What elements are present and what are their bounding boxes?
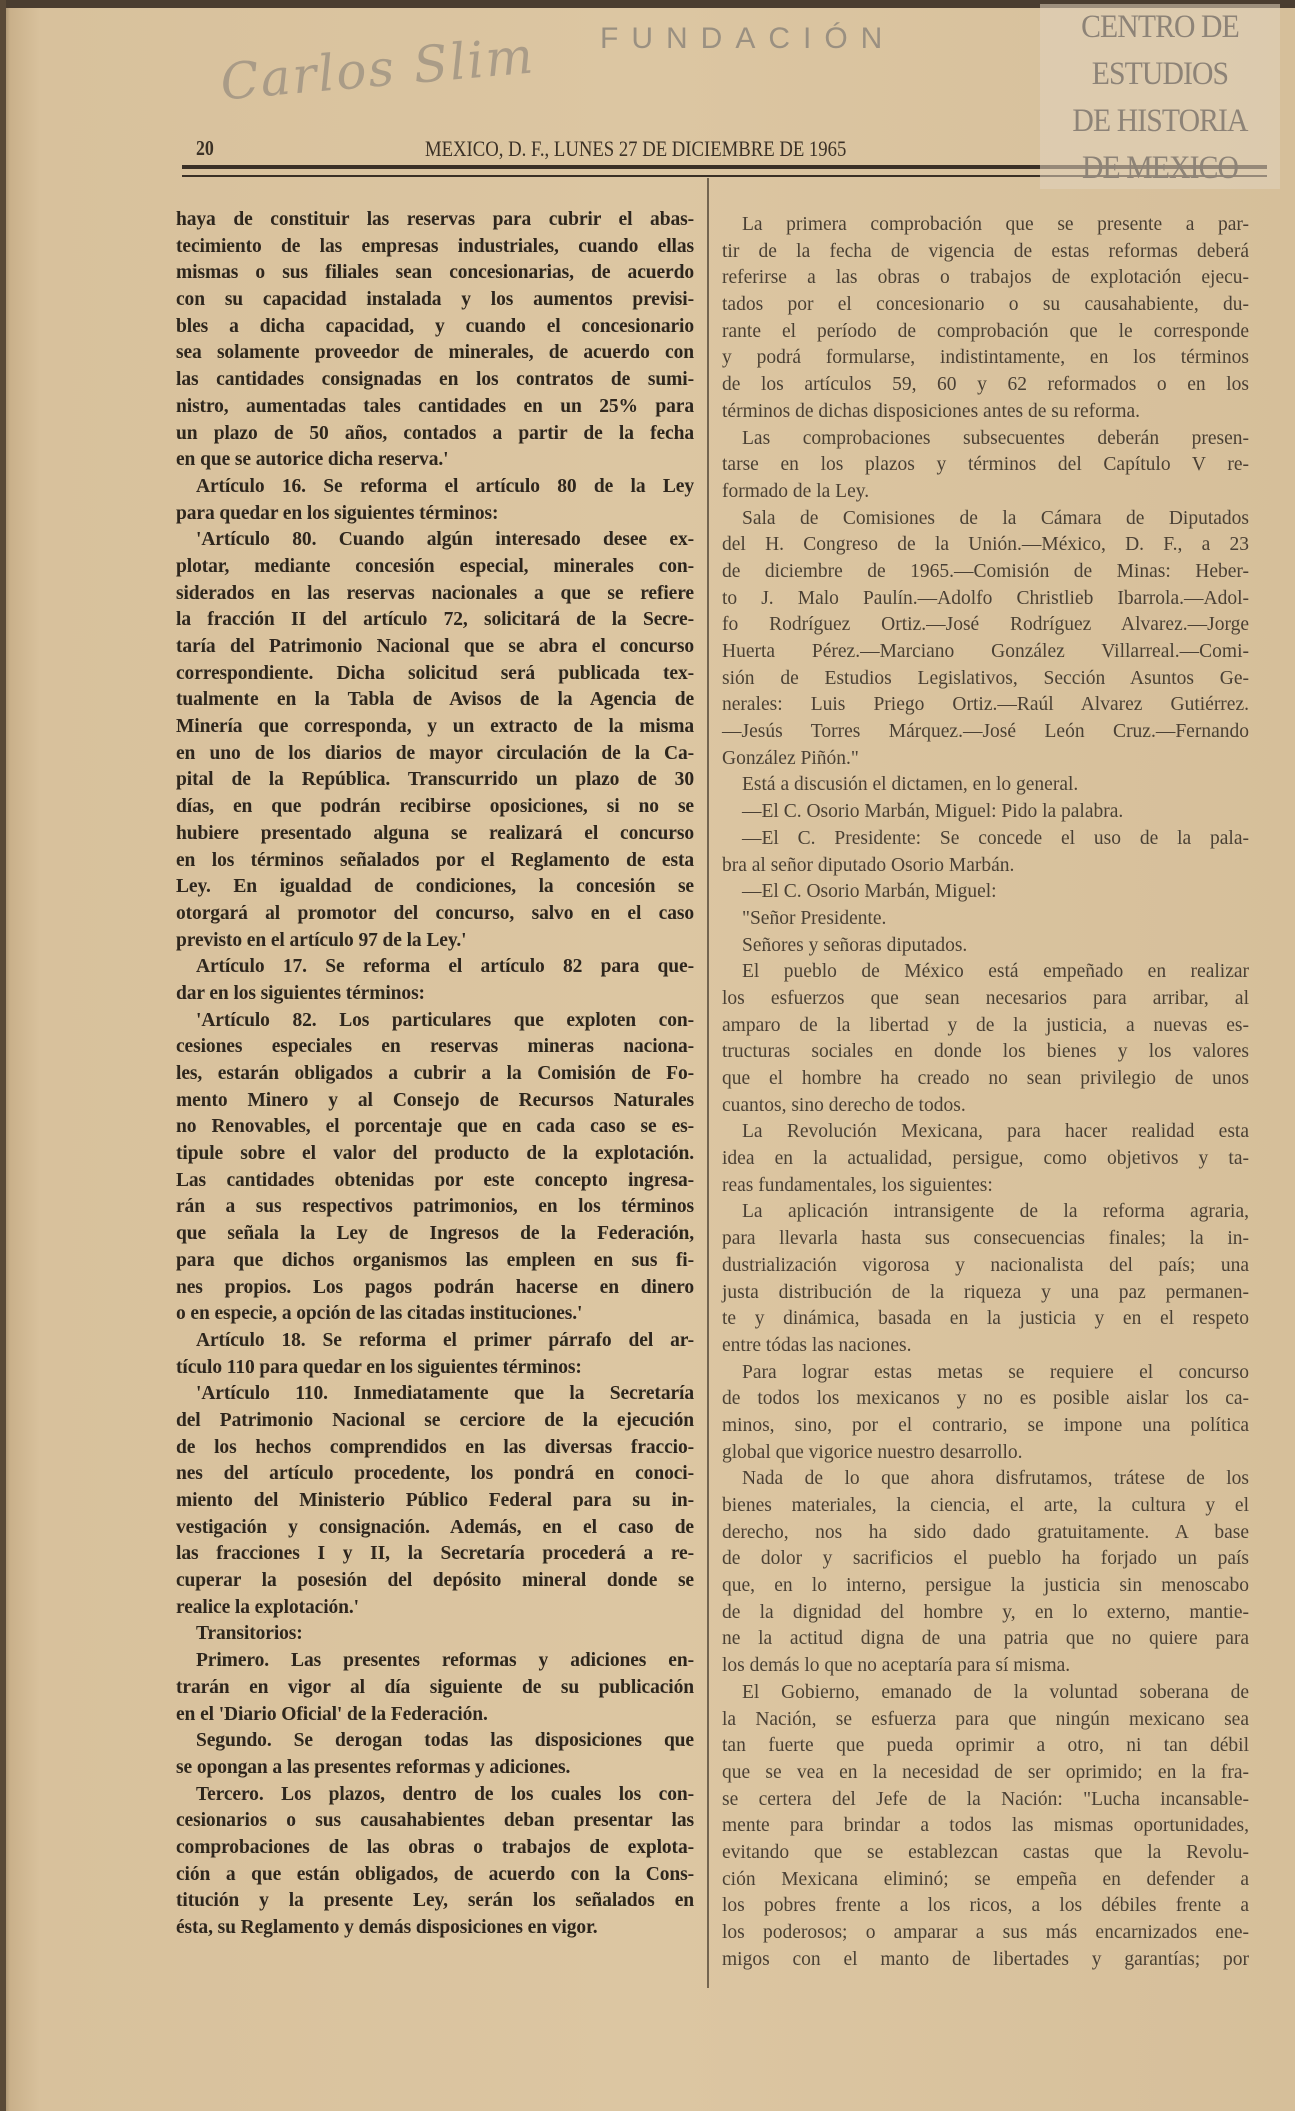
text-line: en los términos señalados por el Reglamento de esta (176, 849, 694, 871)
text-line: te y dinámica, basada en la justicia y en el respeto (722, 1308, 1249, 1330)
text-line: amparo de la libertad y de la justicia, a nuevas es- (722, 1014, 1249, 1036)
text-line: cuantos, sino derecho de todos. (722, 1094, 966, 1116)
text-line: tualmente en la Tabla de Avisos de la Agencia de (176, 689, 694, 711)
text-line: que se vea en la necesidad de ser oprimido; en la fra- (722, 1761, 1249, 1783)
foundation-watermark: FUNDACIÓN (600, 22, 896, 55)
paragraph (722, 1680, 1249, 1974)
text-line: en que se autorice dicha reserva.' (176, 449, 449, 471)
text-line: mente para brindar a todos las mismas oportunidades, (722, 1815, 1249, 1837)
paragraph (176, 1381, 694, 1621)
text-line: Segundo. Se derogan todas las disposiciones que (196, 1730, 694, 1752)
text-line: miento del Ministerio Público Federal para su in- (176, 1490, 694, 1511)
text-line: las fracciones I y II, la Secretaría procederá a re- (176, 1543, 694, 1565)
text-line: Señores y señoras diputados. (742, 934, 968, 956)
text-line: Para lograr estas metas se requiere el concurso (742, 1361, 1249, 1383)
paragraph (176, 1648, 694, 1728)
text-line: formado de la Ley. (722, 480, 870, 502)
text-line: Sala de Comisiones de la Cámara de Diputados (742, 507, 1249, 529)
paragraph (722, 506, 1249, 773)
text-line: bles a dicha capacidad, y cuando el concesionario (176, 315, 694, 337)
paragraph (722, 212, 1249, 426)
text-line: los pobres frente a los ricos, a los débiles frente a (722, 1895, 1249, 1917)
paragraph (176, 1621, 694, 1648)
text-line: las cantidades consignadas en los contratos de sumi- (176, 369, 694, 391)
text-line: nerales: Luis Priego Ortiz.—Raúl Alvarez Gutiérrez. (722, 694, 1249, 716)
left-column (176, 207, 694, 1942)
paragraph (722, 959, 1249, 1119)
text-line: en el 'Diario Oficial' de la Federación. (176, 1703, 488, 1725)
text-line: de los artículos 59, 60 y 62 reformados o en los (722, 374, 1249, 396)
text-line: Artículo 17. Se reforma el artículo 82 para que- (196, 956, 694, 978)
text-line: Artículo 18. Se reforma el primer párrafo del ar- (196, 1329, 694, 1351)
text-line: de dolor y sacrificios el pueblo ha forjado un país (722, 1548, 1249, 1570)
text-line: "Señor Presidente. (742, 907, 887, 929)
text-line: referirse a las obras o trabajos de explotación ejecu- (722, 267, 1249, 289)
text-line: fo Rodríguez Ortiz.—José Rodríguez Alvarez.—Jorge (722, 614, 1249, 636)
text-line: tan fuerte que pueda oprimir a otro, ni tan débil (722, 1735, 1249, 1757)
text-line: —El C. Osorio Marbán, Miguel: Pido la palabra. (742, 801, 1124, 823)
text-line: comprobaciones de las obras o trabajos de explota- (176, 1836, 694, 1858)
text-line: correspondiente. Dicha solicitud será publicada tex- (176, 662, 694, 684)
text-line: —El C. Osorio Marbán, Miguel: (742, 881, 997, 903)
text-line: bienes materiales, la ciencia, el arte, la cultura y el (722, 1495, 1249, 1516)
text-line: nes propios. Los pagos podrán hacerse en dinero (176, 1276, 694, 1298)
text-line: previsto en el artículo 97 de la Ley.' (176, 929, 467, 951)
text-line: con su capacidad instalada y los aumentos previsi- (176, 289, 694, 311)
text-line: tados por el concesionario o su causahabiente, du- (722, 294, 1249, 316)
text-line: tructuras sociales en donde los bienes y los valores (722, 1041, 1249, 1063)
watermark-line: DE HISTORIA (1072, 103, 1248, 139)
paragraph (176, 1728, 694, 1781)
text-line: mento Minero y al Consejo de Recursos Naturales (176, 1089, 694, 1111)
text-line: días, en que podrán recibirse oposiciones, si no se (176, 796, 694, 818)
text-line: González Piñón." (722, 747, 859, 769)
text-line: se opongan a las presentes reformas y adiciones. (176, 1756, 571, 1778)
text-line: otorgará al promotor del concurso, salvo en el caso (176, 902, 694, 924)
text-line: los demás lo que no aceptaría para sí misma. (722, 1655, 1071, 1677)
paragraph (722, 426, 1249, 506)
text-line: de diciembre de 1965.—Comisión de Minas: Heber- (722, 560, 1249, 582)
paragraph (722, 933, 1249, 960)
scan-left-edge (0, 0, 6, 2111)
text-line: migos con el manto de libertades y garantías; por (722, 1948, 1249, 1970)
text-line: Artículo 16. Se reforma el artículo 80 de la Ley (196, 475, 694, 497)
text-line: titución y la presente Ley, serán los señalados en (176, 1890, 694, 1912)
text-line: dustrialización vigorosa y nacionalista del país; una (722, 1254, 1249, 1276)
signature-watermark: Carlos Slim (218, 26, 538, 112)
text-line: para llevarla hasta sus consecuencias finales; la in- (722, 1228, 1249, 1250)
text-line: El Gobierno, emanado de la voluntad soberana de (742, 1681, 1249, 1703)
text-line: haya de constituir las reservas para cubrir el abas- (176, 209, 694, 230)
text-line: entre tódas las naciones. (722, 1334, 912, 1356)
text-line: derecho, nos ha sido dado gratuitamente. A base (722, 1521, 1249, 1543)
text-line: que, en lo interno, persigue la justicia sin menoscabo (722, 1575, 1249, 1597)
text-line: hubiere presentado alguna se realizará el concurso (176, 822, 694, 844)
text-line: del H. Congreso de la Unión.—México, D. F., a 23 (722, 534, 1249, 556)
text-line: La aplicación intransigente de la reforma agraria, (742, 1201, 1249, 1223)
watermark-line: ESTUDIOS (1091, 56, 1229, 92)
text-line: para quedar en los siguientes términos: (176, 502, 499, 524)
page-header-title: MEXICO, D. F., LUNES 27 DE DICIEMBRE DE 1965 (425, 136, 847, 161)
text-line: Tercero. Los plazos, dentro de los cuales los con- (196, 1783, 694, 1805)
text-line: sión de Estudios Legislativos, Sección Asuntos Ge- (722, 667, 1249, 689)
text-line: tículo 110 para quedar en los siguientes términos: (176, 1356, 582, 1378)
text-line: rante el período de comprobación que le corresponde (722, 320, 1249, 342)
text-line: un plazo de 50 años, contados a partir de la fecha (176, 422, 694, 444)
text-line: los esfuerzos que sean necesarios para arribar, al (722, 987, 1249, 1009)
paragraph (176, 474, 694, 527)
text-line: les, estarán obligados a cubrir a la Comisión de Fo- (176, 1063, 694, 1084)
text-line: los poderosos; o amparar a sus más encarnizados ene- (722, 1922, 1249, 1943)
text-line: Ley. En igualdad de condiciones, la concesión se (176, 876, 694, 898)
text-line: y podrá formularse, indistintamente, en los términos (722, 347, 1249, 369)
paragraph (176, 1008, 694, 1328)
text-line: taría del Patrimonio Nacional que se abra el concurso (176, 636, 694, 657)
text-line: vestigación y consignación. Además, en el caso de (176, 1516, 694, 1538)
text-line: evitando que se establezcan castas que la Revolu- (722, 1841, 1249, 1863)
text-line: tipule sobre el valor del producto de la explotación. (176, 1143, 694, 1165)
text-line: en uno de los diarios de mayor circulación de la Ca- (176, 742, 694, 764)
text-line: El pueblo de México está empeñado en realizar (742, 961, 1249, 983)
text-line: cesiones especiales en reservas mineras naciona- (176, 1036, 694, 1058)
paragraph (722, 1199, 1249, 1359)
text-line: Huerta Pérez.—Marciano González Villarreal.—Comi- (722, 641, 1249, 662)
text-line: Nada de lo que ahora disfrutamos, trátese de los (742, 1468, 1249, 1490)
text-line: o en especie, a opción de las citadas instituciones.' (176, 1303, 583, 1325)
paragraph (722, 826, 1249, 879)
paragraph (722, 906, 1249, 933)
text-line: tarse en los plazos y términos del Capítulo V re- (722, 454, 1249, 476)
paragraph (176, 1328, 694, 1381)
text-line: justa distribución de la riqueza y una paz permanen- (722, 1281, 1249, 1303)
text-line: nes del artículo procedente, los pondrá en conoci- (176, 1463, 694, 1485)
text-line: la fracción II del artículo 72, solicitará de la Secre- (176, 609, 694, 631)
text-line: minos, sino, por el contrario, se impone una política (722, 1414, 1249, 1436)
text-line: de los hechos comprendidos en las diversas fraccio- (176, 1436, 694, 1458)
paragraph (722, 772, 1249, 799)
text-line: Está a discusión el dictamen, en lo general. (742, 774, 1079, 796)
text-line: mismas o sus filiales sean concesionarias, de acuerdo (176, 262, 694, 284)
paragraph (722, 1466, 1249, 1680)
text-line: Primero. Las presentes reformas y adiciones en- (196, 1650, 694, 1672)
text-line: que señala la Ley de Ingresos de la Federación, (176, 1223, 694, 1245)
text-line: Transitorios: (196, 1623, 303, 1645)
text-line: para que dichos organismos las empleen en sus fi- (176, 1249, 694, 1271)
text-line: tecimiento de las empresas industriales, cuando ellas (176, 235, 694, 257)
text-line: realice la explotación.' (176, 1596, 359, 1618)
text-line: plotar, mediante concesión especial, minerales con- (176, 555, 694, 577)
text-line: ción a que están obligados, de acuerdo con la Cons- (176, 1863, 694, 1885)
text-line: la Nación, se esfuerza para que ningún mexicano sea (722, 1708, 1249, 1730)
text-line: dar en los siguientes términos: (176, 982, 425, 1004)
paragraph (176, 954, 694, 1007)
paragraph (176, 527, 694, 954)
text-line: Las cantidades obtenidas por este concepto ingresa- (176, 1169, 694, 1191)
text-line: de la dignidad del hombre y, en lo externo, mantie- (722, 1601, 1249, 1623)
text-line: reas fundamentales, los siguientes: (722, 1174, 993, 1196)
text-line: pital de la República. Transcurrido un plazo de 30 (176, 769, 694, 791)
text-line: La primera comprobación que se presente a par- (742, 214, 1249, 235)
text-line: que el hombre ha creado no sean privilegio de unos (722, 1068, 1249, 1089)
text-line: sea solamente proveedor de minerales, de acuerdo con (176, 342, 694, 364)
text-line: La Revolución Mexicana, para hacer realidad esta (742, 1121, 1249, 1143)
text-line: —Jesús Torres Márquez.—José León Cruz.—Fernando (722, 721, 1249, 743)
right-column (722, 212, 1249, 1973)
paragraph (722, 799, 1249, 826)
paragraph (176, 1782, 694, 1942)
text-line: —El C. Presidente: Se concede el uso de la pala- (742, 827, 1249, 849)
text-line: to J. Malo Paulín.—Adolfo Christlieb Ibarrola.—Adol- (722, 587, 1249, 609)
text-line: trarán en vigor al día siguiente de su publicación (176, 1676, 694, 1698)
archive-watermark (1040, 4, 1280, 189)
text-line: rán a sus respectivos patrimonios, en los términos (176, 1196, 694, 1218)
paragraph (722, 1360, 1249, 1467)
text-line: Minería que corresponda, y un extracto de la misma (176, 716, 694, 738)
paragraph (722, 879, 1249, 906)
text-line: ción Mexicana eliminó; se empeña en defender a (722, 1868, 1249, 1890)
text-line: 'Artículo 82. Los particulares que exploten con- (196, 1009, 694, 1031)
column-divider (707, 178, 709, 1988)
text-line: global que vigorice nuestro desarrollo. (722, 1441, 1023, 1463)
paragraph (176, 207, 694, 474)
watermark-line: DE MEXICO (1081, 150, 1239, 186)
text-line: Las comprobaciones subsecuentes deberán presen- (742, 427, 1249, 449)
paragraph (722, 1119, 1249, 1199)
page-number: 20 (196, 136, 214, 160)
text-line: cesionarios o sus causahabientes deban presentar las (176, 1810, 694, 1832)
text-line: 'Artículo 80. Cuando algún interesado desee ex- (196, 529, 694, 551)
text-line: términos de dichas disposiciones antes de su reforma. (722, 400, 1141, 422)
text-line: de todos los mexicanos y no es posible aislar los ca- (722, 1388, 1249, 1410)
text-line: 'Artículo 110. Inmediatamente que la Secretaría (196, 1383, 694, 1405)
text-line: ne la actitud digna de una patria que no quiere para (722, 1628, 1249, 1650)
text-line: nistro, aumentadas tales cantidades en un 25% para (176, 395, 694, 417)
text-line: no Renovables, el porcentaje que en cada caso se es- (176, 1116, 694, 1138)
watermark-line: CENTRO DE (1081, 9, 1239, 45)
text-line: del Patrimonio Nacional se cerciore de la ejecución (176, 1409, 694, 1431)
text-line: tir de la fecha de vigencia de estas reformas deberá (722, 240, 1249, 262)
text-line: se certera del Jefe de la Nación: "Lucha incansable- (722, 1788, 1249, 1810)
text-line: cuperar la posesión del depósito mineral donde se (176, 1570, 694, 1592)
text-line: siderados en las reservas nacionales a que se refiere (176, 582, 694, 604)
text-line: bra al señor diputado Osorio Marbán. (722, 854, 1015, 876)
text-line: idea en la actualidad, persigue, como objetivos y ta- (722, 1148, 1249, 1170)
text-line: ésta, su Reglamento y demás disposiciones en vigor. (176, 1917, 598, 1938)
